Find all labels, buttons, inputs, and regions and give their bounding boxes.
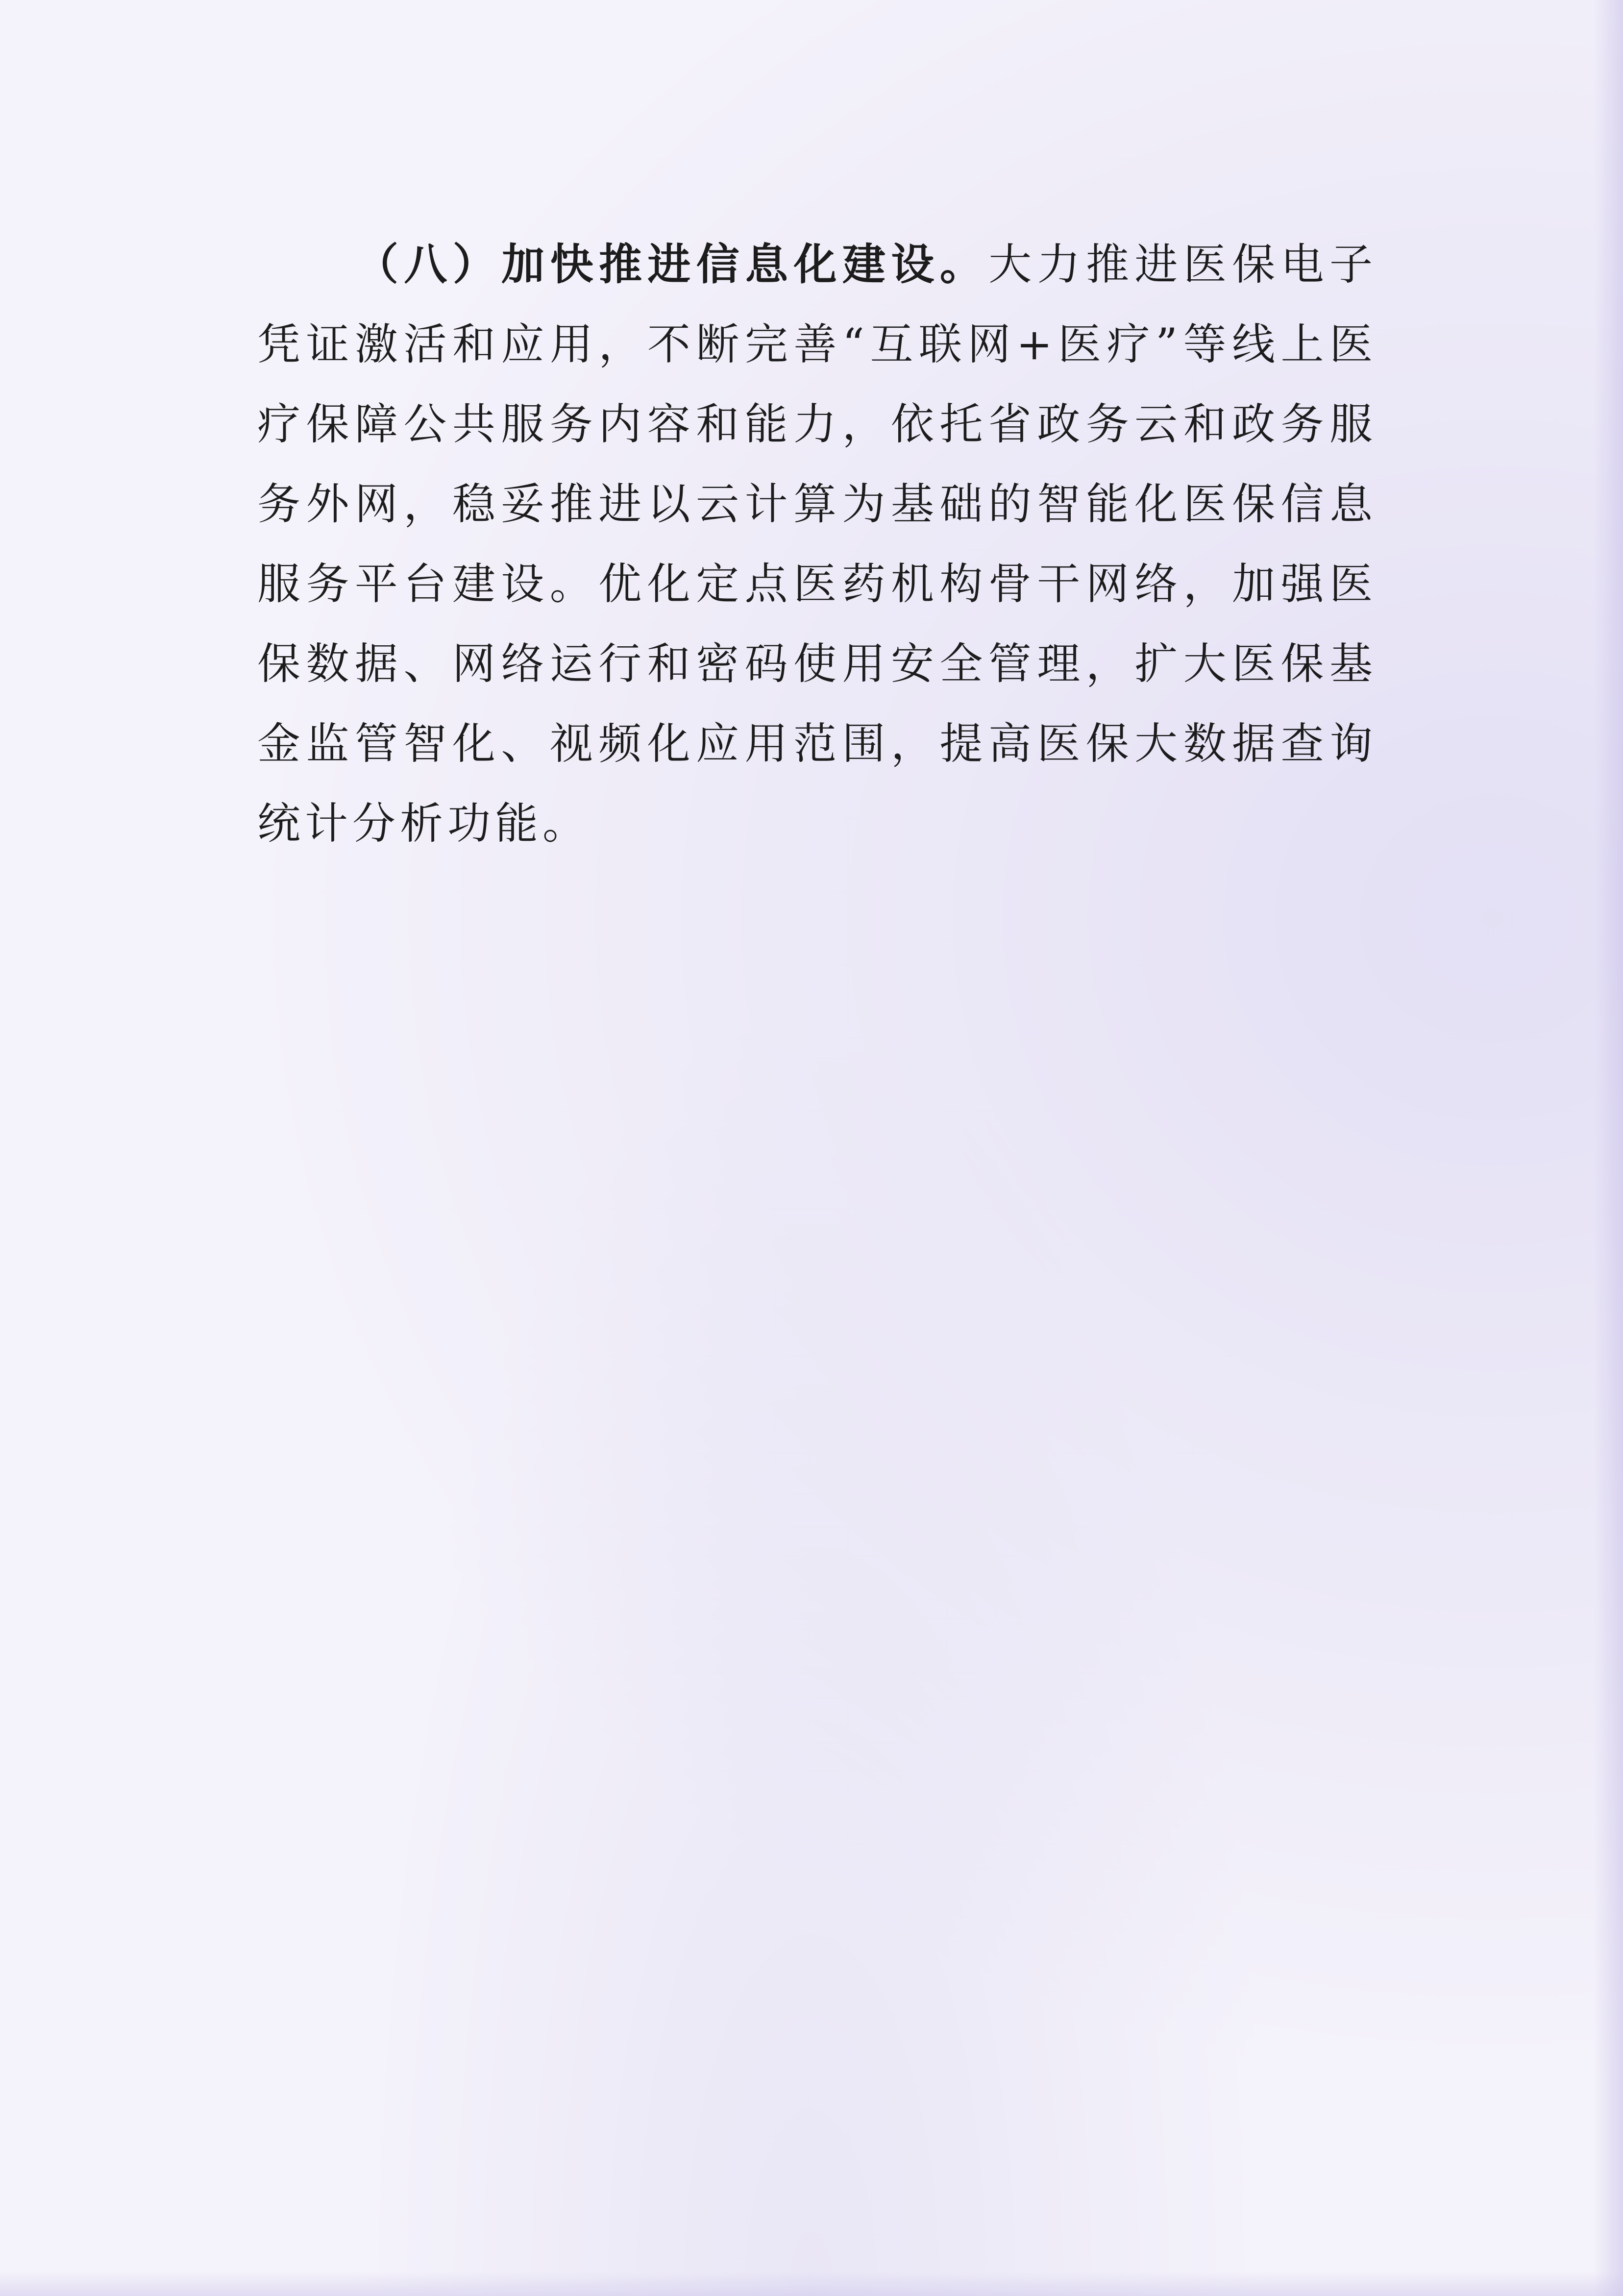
scan-shadow-bottom bbox=[0, 2272, 1623, 2296]
section-body-text: 大力推进医保电子凭证激活和应用，不断完善“互联网+医疗”等线上医疗保障公共服务内容和能力，依托省政务云和政务服务外网，稳妥推进以云计算为基础的智能化医保信息服务平台建设。优化定点医药机构骨干网络，加强医保数据、网络运行和密码使用安全管理，扩大医保基金监管智化、视频化应用范围，提高医保大数据查询统计分析功能。 bbox=[257, 239, 1377, 849]
section-heading: （八）加快推进信息化建设。 bbox=[355, 239, 989, 290]
section-paragraph bbox=[257, 224, 1377, 863]
scan-shadow-right bbox=[1594, 0, 1623, 2296]
